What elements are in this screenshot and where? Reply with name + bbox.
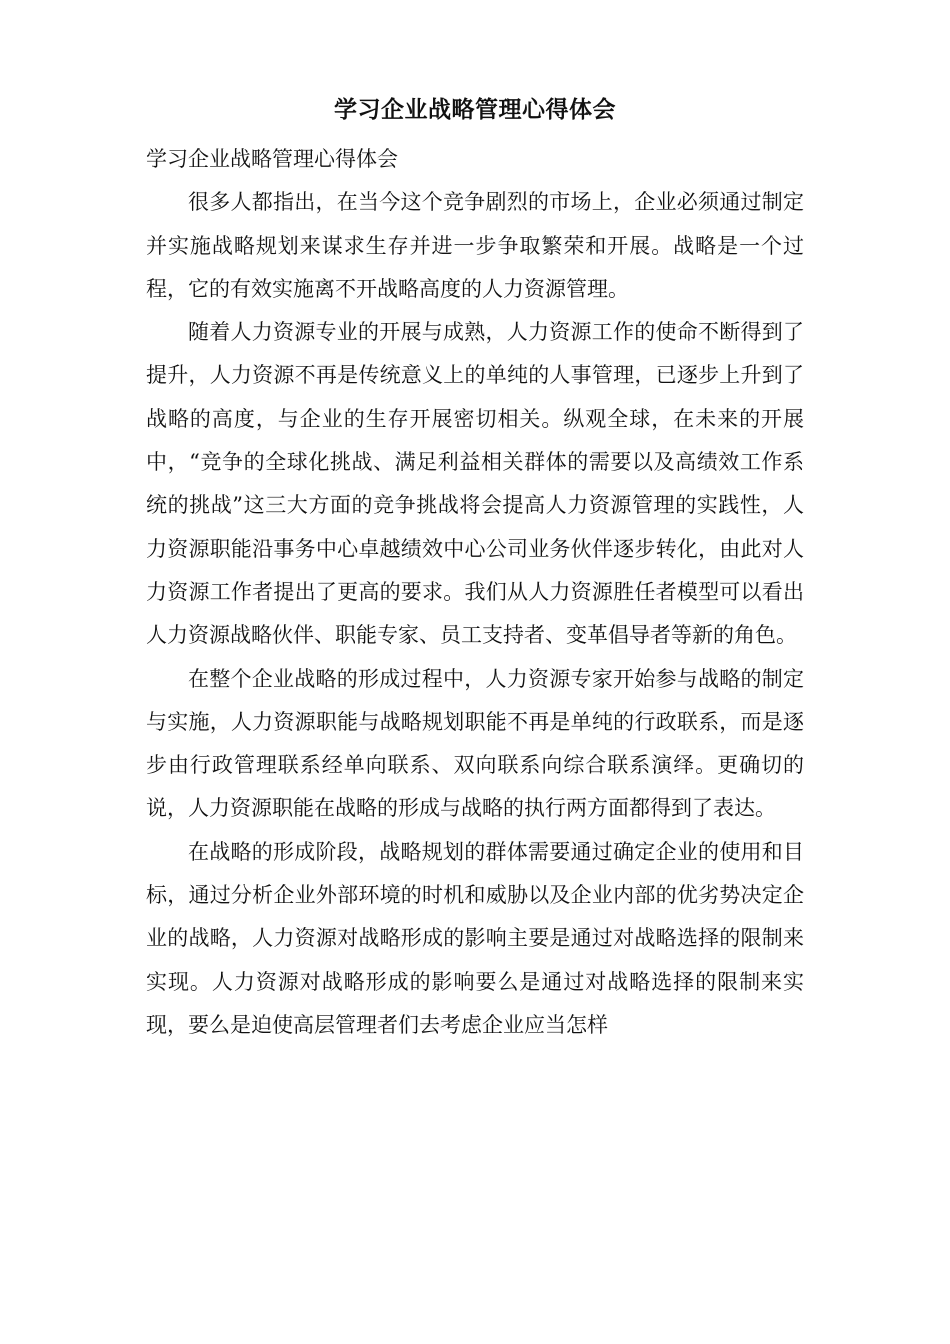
document-title: 学习企业战略管理心得体会 xyxy=(334,96,616,123)
document-body xyxy=(146,138,804,1047)
paragraph-4: 在战略的形成阶段，战略规划的群体需要通过确定企业的使用和目标，通过分析企业外部环境的时机和威胁以及企业内部的优劣势决定企业的战略，人力资源对战略形成的影响主要是通过对战略选择的限制来实现。人力资源对战略形成的影响要么是通过对战略选择的限制来实现，要么是迫使高层管理者们去考虑企业应当怎样 xyxy=(146,839,804,1037)
paragraph-2: 随着人力资源专业的开展与成熟，人力资源工作的使命不断得到了提升，人力资源不再是传统意义上的单纯的人事管理，已逐步上升到了战略的高度，与企业的生存开展密切相关。纵观全球，在未来的开展中，“竞争的全球化挑战、满足利益相关群体的需要以及高绩效工作系统的挑战”这三大方面的竞争挑战将会提高人力资源管理的实践性，人力资源职能沿事务中心卓越绩效中心公司业务伙伴逐步转化，由此对人力资源工作者提出了更高的要求。我们从人力资源胜任者模型可以看出人力资源战略伙伴、职能专家、员工支持者、变革倡导者等新的角色。 xyxy=(146,320,804,648)
paragraph-3: 在整个企业战略的形成过程中，人力资源专家开始参与战略的制定与实施，人力资源职能与战略规划职能不再是单纯的行政联系，而是逐步由行政管理联系经单向联系、双向联系向综合联系演绎。更确切的说，人力资源职能在战略的形成与战略的执行两方面都得到了表达。 xyxy=(146,666,804,821)
paragraph-1: 很多人都指出，在当今这个竞争剧烈的市场上，企业必须通过制定并实施战略规划来谋求生存并进一步争取繁荣和开展。战略是一个过程，它的有效实施离不开战略高度的人力资源管理。 xyxy=(146,190,804,301)
document-subtitle: 学习企业战略管理心得体会 xyxy=(146,147,398,171)
